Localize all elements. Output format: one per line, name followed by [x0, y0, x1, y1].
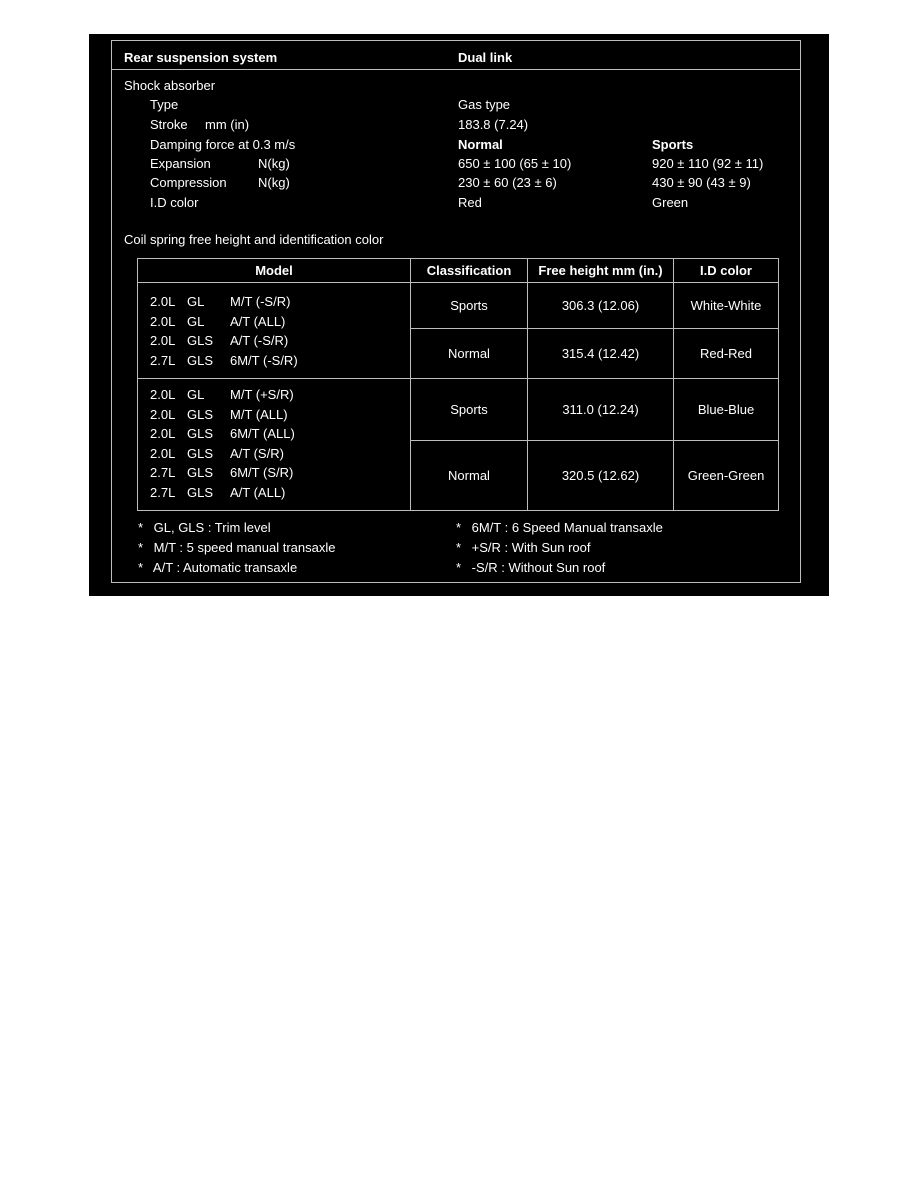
header-free-height: Free height mm (in.) — [528, 259, 674, 283]
coil-spring-table — [137, 258, 779, 511]
model-line: 2.7L GLS 6M/T (S/R) — [150, 465, 294, 481]
header-model: Model — [138, 259, 411, 283]
id-color-cell: Green-Green — [674, 441, 779, 511]
model-line: 2.0L GL M/T (-S/R) — [150, 294, 291, 309]
compression-normal: 230 ± 60 (23 ± 6) — [458, 175, 557, 190]
expansion-sports: 920 ± 110 (92 ± 11) — [652, 156, 764, 171]
model-cell-group1 — [138, 283, 411, 379]
col-sports-header: Sports — [652, 137, 694, 152]
type-label: Type — [150, 97, 179, 112]
table-header-row — [138, 259, 779, 283]
stroke-unit: mm (in) — [205, 117, 250, 132]
id-color-normal: Red — [458, 195, 482, 210]
damping-label: Damping force at 0.3 m/s — [150, 137, 296, 152]
expansion-normal: 650 ± 100 (65 ± 10) — [458, 156, 572, 171]
id-color-sports: Green — [652, 195, 689, 210]
model-line: 2.0L GL M/T (+S/R) — [150, 387, 294, 402]
coil-section-title: Coil spring free height and identification color — [124, 232, 384, 247]
shock-section-title: Shock absorber — [124, 78, 216, 93]
free-height-cell: 320.5 (12.62) — [528, 441, 674, 511]
model-line: 2.0L GLS A/T (-S/R) — [150, 333, 289, 349]
id-color-cell: Blue-Blue — [674, 379, 779, 441]
stroke-label: Stroke — [150, 117, 188, 132]
header-classification: Classification — [411, 259, 528, 283]
model-line: 2.0L GLS M/T (ALL) — [150, 406, 288, 422]
expansion-label: Expansion — [150, 156, 211, 171]
model-line: 2.0L GLS 6M/T (ALL) — [150, 426, 295, 442]
free-height-cell: 311.0 (12.24) — [528, 379, 674, 441]
classification-cell: Normal — [411, 329, 528, 379]
system-value: Dual link — [458, 50, 513, 65]
compression-sports: 430 ± 90 (43 ± 9) — [652, 175, 751, 190]
footnote-item: * GL, GLS : Trim level — [138, 520, 271, 535]
header-divider — [111, 69, 801, 70]
compression-unit: N(kg) — [258, 175, 290, 190]
classification-cell: Sports — [411, 379, 528, 441]
footnote-item: * +S/R : With Sun roof — [456, 540, 591, 555]
footnote-item: * A/T : Automatic transaxle — [138, 560, 298, 575]
id-color-label: I.D color — [150, 195, 199, 210]
id-color-cell: White-White — [674, 283, 779, 329]
system-label: Rear suspension system — [124, 50, 278, 65]
model-line: 2.0L GL A/T (ALL) — [150, 313, 286, 329]
col-normal-header: Normal — [458, 137, 503, 152]
classification-cell: Normal — [411, 441, 528, 511]
model-line: 2.7L GLS A/T (ALL) — [150, 484, 286, 500]
type-value: Gas type — [458, 97, 511, 112]
model-line: 2.7L GLS 6M/T (-S/R) — [150, 352, 298, 368]
model-line: 2.0L GLS A/T (S/R) — [150, 445, 284, 461]
header-id-color: I.D color — [674, 259, 779, 283]
classification-cell: Sports — [411, 283, 528, 329]
footnote-item: * -S/R : Without Sun roof — [456, 560, 606, 575]
model-cell-group2 — [138, 379, 411, 511]
footnote-item: * M/T : 5 speed manual transaxle — [138, 540, 336, 555]
table-row — [138, 283, 779, 329]
stroke-value: 183.8 (7.24) — [458, 117, 529, 132]
id-color-cell: Red-Red — [674, 329, 779, 379]
expansion-unit: N(kg) — [258, 156, 290, 171]
free-height-cell: 306.3 (12.06) — [528, 283, 674, 329]
table-row — [138, 379, 779, 441]
compression-label: Compression — [150, 175, 227, 190]
free-height-cell: 315.4 (12.42) — [528, 329, 674, 379]
footnote-item: * 6M/T : 6 Speed Manual transaxle — [456, 520, 663, 535]
